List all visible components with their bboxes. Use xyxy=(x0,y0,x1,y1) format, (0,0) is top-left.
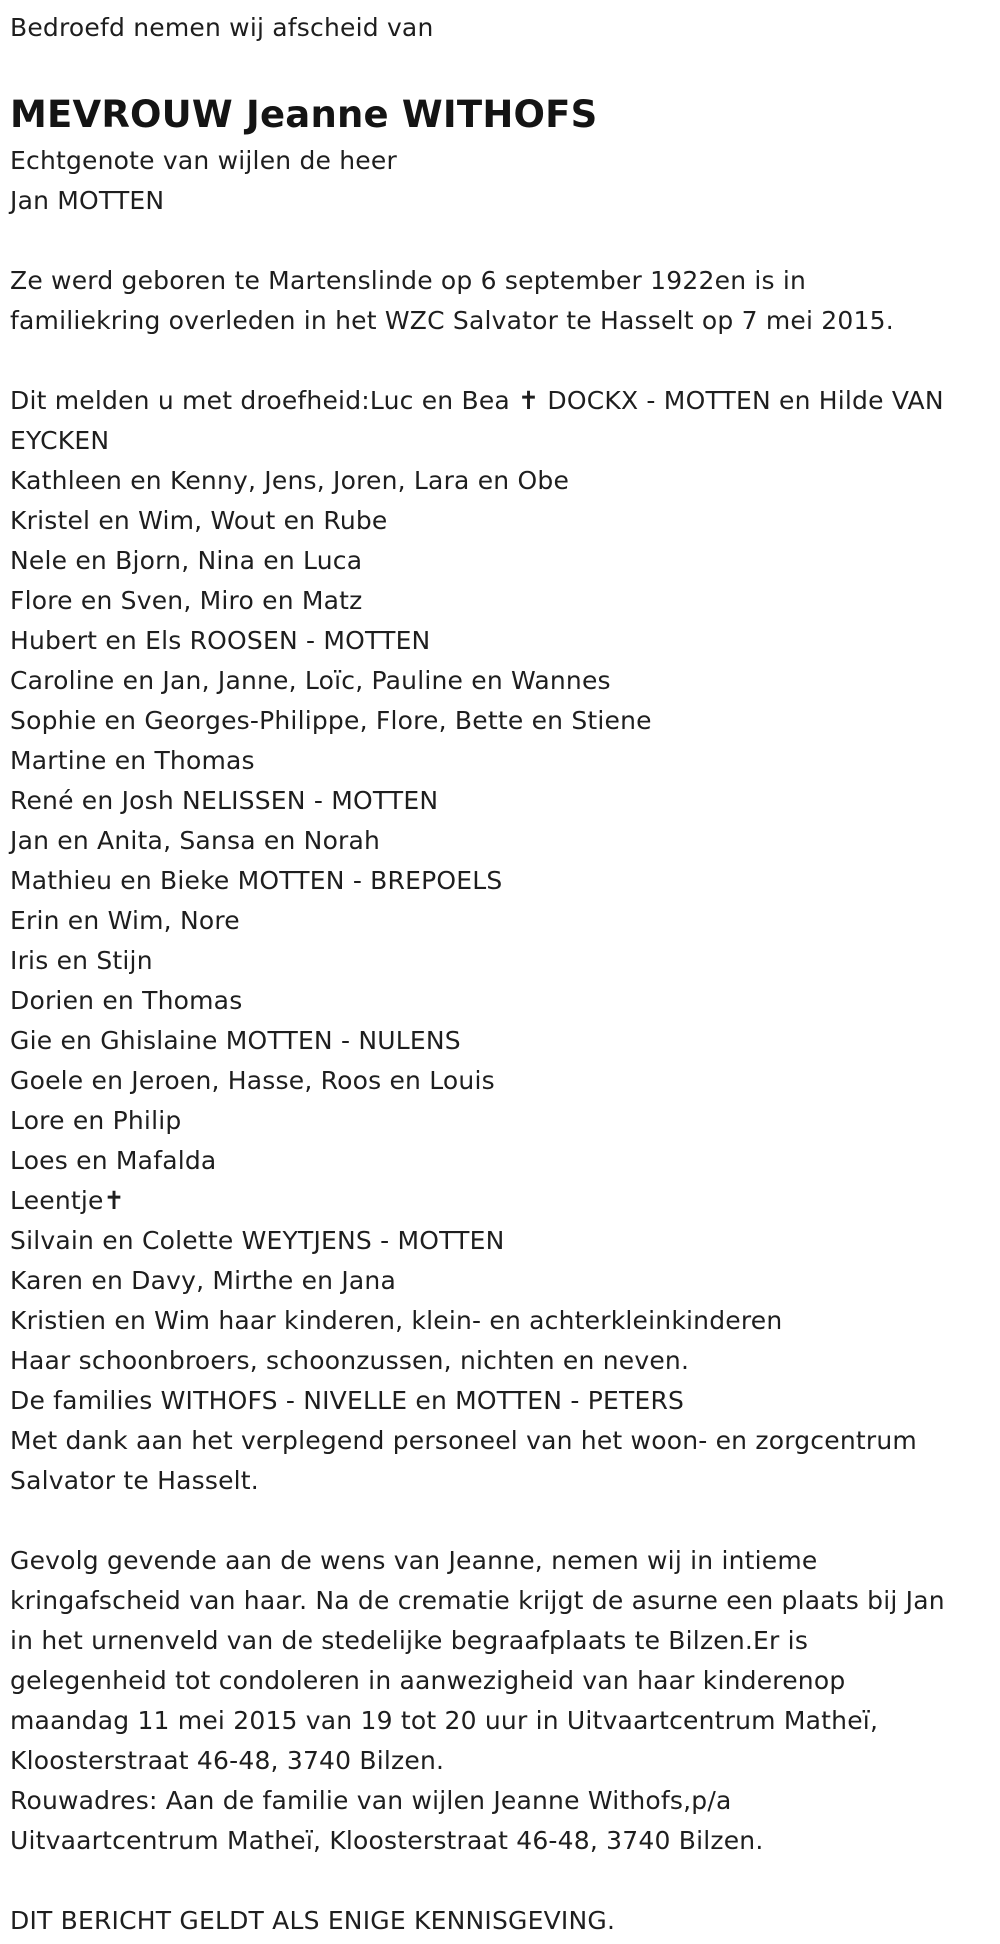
family-line: Caroline en Jan, Janne, Loïc, Pauline en Wannes xyxy=(10,666,611,695)
intro-text: Bedroefd nemen wij afscheid van xyxy=(10,13,434,42)
family-line: Karen en Davy, Mirthe en Jana xyxy=(10,1266,397,1295)
family-line: Flore en Sven, Miro en Matz xyxy=(10,586,363,615)
family-line: Jan en Anita, Sansa en Norah xyxy=(10,826,381,855)
family-line: Iris en Stijn xyxy=(10,946,153,975)
family-intro-line xyxy=(10,381,990,421)
paragraph-gap xyxy=(10,221,990,261)
thanks-line: Salvator te Hasselt. xyxy=(10,1466,259,1495)
family-line: Sophie en Georges-Philippe, Flore, Bette en Stiene xyxy=(10,706,652,735)
leentje-name: Leentje xyxy=(10,1186,104,1215)
family-intro-text: Dit melden u met droefheid:Luc en Bea xyxy=(10,386,519,415)
thanks-line: Met dank aan het verplegend personeel van het woon- en zorgcentrum xyxy=(10,1426,917,1455)
family-line: Goele en Jeroen, Hasse, Roos en Louis xyxy=(10,1066,495,1095)
closing-notice: DIT BERICHT GELDT ALS ENIGE KENNISGEVING. xyxy=(10,1906,616,1935)
birth-death-line: Ze werd geboren te Martenslinde op 6 september 1922en is in xyxy=(10,266,807,295)
mourning-address-line: Rouwadres: Aan de familie van wijlen Jeanne Withofs,p/a xyxy=(10,1786,732,1815)
funeral-line: maandag 11 mei 2015 van 19 tot 20 uur in Uitvaartcentrum Matheï, xyxy=(10,1706,879,1735)
deceased-name: MEVROUW Jeanne WITHOFS xyxy=(10,93,598,136)
family-line: Kristel en Wim, Wout en Rube xyxy=(10,506,388,535)
family-line: Lore en Philip xyxy=(10,1106,182,1135)
paragraph-gap xyxy=(10,341,990,381)
obituary-notice xyxy=(10,8,990,1941)
funeral-line: in het urnenveld van de stedelijke begraafplaats te Bilzen.Er is xyxy=(10,1626,809,1655)
family-line-leentje xyxy=(10,1181,990,1221)
family-line: Kristien en Wim haar kinderen, klein- en achterkleinkinderen xyxy=(10,1306,783,1335)
funeral-line: gelegenheid tot condoleren in aanwezigheid van haar kinderenop xyxy=(10,1666,846,1695)
family-line: René en Josh NELISSEN - MOTTEN xyxy=(10,786,439,815)
family-line: Martine en Thomas xyxy=(10,746,255,775)
funeral-line: kringafscheid van haar. Na de crematie krijgt de asurne een plaats bij Jan xyxy=(10,1586,945,1615)
family-line: Nele en Bjorn, Nina en Luca xyxy=(10,546,363,575)
family-line: Haar schoonbroers, schoonzussen, nichten en neven. xyxy=(10,1346,690,1375)
family-line: Hubert en Els ROOSEN - MOTTEN xyxy=(10,626,431,655)
funeral-line: Kloosterstraat 46-48, 3740 Bilzen. xyxy=(10,1746,445,1775)
cross-icon: ✝ xyxy=(103,1186,125,1215)
family-line: De families WITHOFS - NIVELLE en MOTTEN - PETERS xyxy=(10,1386,685,1415)
funeral-line: Gevolg gevende aan de wens van Jeanne, nemen wij in intieme xyxy=(10,1546,818,1575)
cross-icon: ✝ xyxy=(518,386,540,415)
mourning-address-line: Uitvaartcentrum Matheï, Kloosterstraat 46-48, 3740 Bilzen. xyxy=(10,1826,764,1855)
paragraph-gap xyxy=(10,1501,990,1541)
family-intro-continuation: EYCKEN xyxy=(10,426,110,455)
family-line: Gie en Ghislaine MOTTEN - NULENS xyxy=(10,1026,461,1055)
family-line: Kathleen en Kenny, Jens, Joren, Lara en Obe xyxy=(10,466,570,495)
birth-death-line: familiekring overleden in het WZC Salvator te Hasselt op 7 mei 2015. xyxy=(10,306,894,335)
family-line: Erin en Wim, Nore xyxy=(10,906,240,935)
family-line: Silvain en Colette WEYTJENS - MOTTEN xyxy=(10,1226,505,1255)
family-line: Loes en Mafalda xyxy=(10,1146,217,1175)
family-line: Mathieu en Bieke MOTTEN - BREPOELS xyxy=(10,866,503,895)
family-line: Dorien en Thomas xyxy=(10,986,243,1015)
paragraph-gap xyxy=(10,1861,990,1901)
spouse-line: Echtgenote van wijlen de heer xyxy=(10,146,397,175)
family-intro-text-continued: DOCKX - MOTTEN en Hilde VAN xyxy=(539,386,944,415)
spouse-name: Jan MOTTEN xyxy=(10,186,165,215)
